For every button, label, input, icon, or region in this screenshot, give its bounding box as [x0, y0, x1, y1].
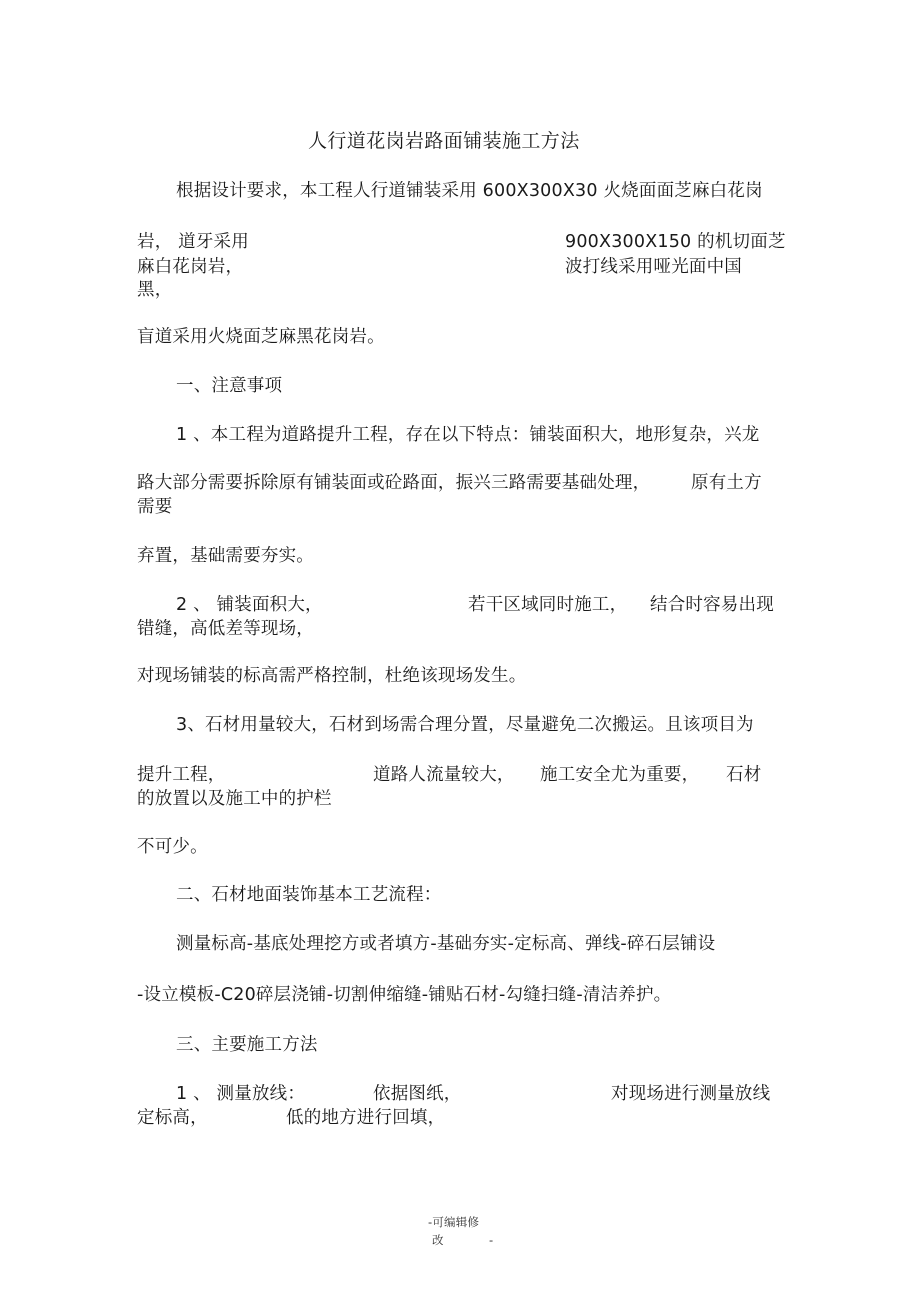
section-1-item-1-line-1: 1 、本工程为道路提升工程，存在以下特点：铺装面积大，地形复杂，兴龙: [176, 425, 760, 445]
section-2-line-2: -设立模板-C20碎层浇铺-切割伸缩缝-铺贴石材-勾缝扫缝-清洁养护。: [137, 985, 672, 1005]
intro-line-1: 根据设计要求，本工程人行道铺装采用 600X300X30 火烧面面芝麻白花岗: [176, 181, 763, 201]
section-3-item-1-part-a: 1 、 测量放线：: [176, 1084, 306, 1104]
intro-line-2-left: 岩， 道牙采用: [137, 232, 249, 252]
section-1-item-3-part-a: 提升工程，: [137, 765, 226, 785]
document-title: 人行道花岗岩路面铺装施工方法: [308, 130, 580, 152]
intro-line-5: 盲道采用火烧面芝麻黑花岗岩。: [137, 327, 385, 347]
intro-line-4: 黑，: [137, 280, 173, 300]
section-1-item-3-line-1: 3、石材用量较大，石材到场需合理分置，尽量避免二次搬运。且该项目为: [176, 715, 754, 735]
section-1-item-3-part-c: 施工安全尤为重要，: [540, 765, 700, 785]
section-1-item-3-line-3: 不可少。: [137, 837, 208, 857]
section-1-item-3-part-d: 石材: [726, 765, 762, 785]
intro-line-3-left: 麻白花岗岩，: [137, 257, 244, 277]
section-1-item-2-line-2: 错缝，高低差等现场，: [137, 619, 314, 639]
section-1-item-3-line-2: 的放置以及施工中的护栏: [137, 789, 332, 809]
section-1-item-3-part-b: 道路人流量较大，: [373, 765, 515, 785]
section-1-item-1-line-3: 需要: [137, 497, 173, 517]
section-2-line-1: 测量标高-基底处理挖方或者填方-基础夯实-定标高、弹线-碎石层铺设: [176, 934, 716, 954]
section-2-heading: 二、石材地面装饰基本工艺流程：: [176, 885, 442, 905]
footer-line-2-b: -: [489, 1233, 494, 1247]
section-3-item-1-part-b: 依据图纸，: [373, 1084, 462, 1104]
footer-line-2-a: 改: [432, 1233, 444, 1247]
section-3-item-1-part-c: 对现场进行测量放线: [611, 1084, 771, 1104]
section-3-item-1-part-d: 定标高，: [137, 1108, 208, 1128]
section-1-item-2-part-c: 结合时容易出现: [650, 595, 774, 615]
section-1-item-2-part-a: 2 、 铺装面积大，: [176, 595, 323, 615]
section-3-heading: 三、主要施工方法: [176, 1035, 318, 1055]
section-1-item-2-part-b: 若干区域同时施工，: [468, 595, 628, 615]
section-3-item-1-part-e: 低的地方进行回填，: [286, 1108, 446, 1128]
section-1-heading: 一、注意事项: [176, 376, 283, 396]
intro-line-2-right: 900X300X150 的机切面芝: [565, 232, 786, 252]
section-1-item-1-line-2-right: 原有土方: [691, 473, 762, 493]
section-1-item-1-line-2-left: 路大部分需要拆除原有铺装面或砼路面，振兴三路需要基础处理，: [137, 473, 651, 493]
footer-line-1: -可编辑修: [428, 1215, 480, 1229]
intro-line-3-right: 波打线采用哑光面中国: [565, 257, 742, 277]
section-1-item-1-line-4: 弃置，基础需要夯实。: [137, 546, 314, 566]
section-1-item-2-line-3: 对现场铺装的标高需严格控制，杜绝该现场发生。: [137, 666, 527, 686]
